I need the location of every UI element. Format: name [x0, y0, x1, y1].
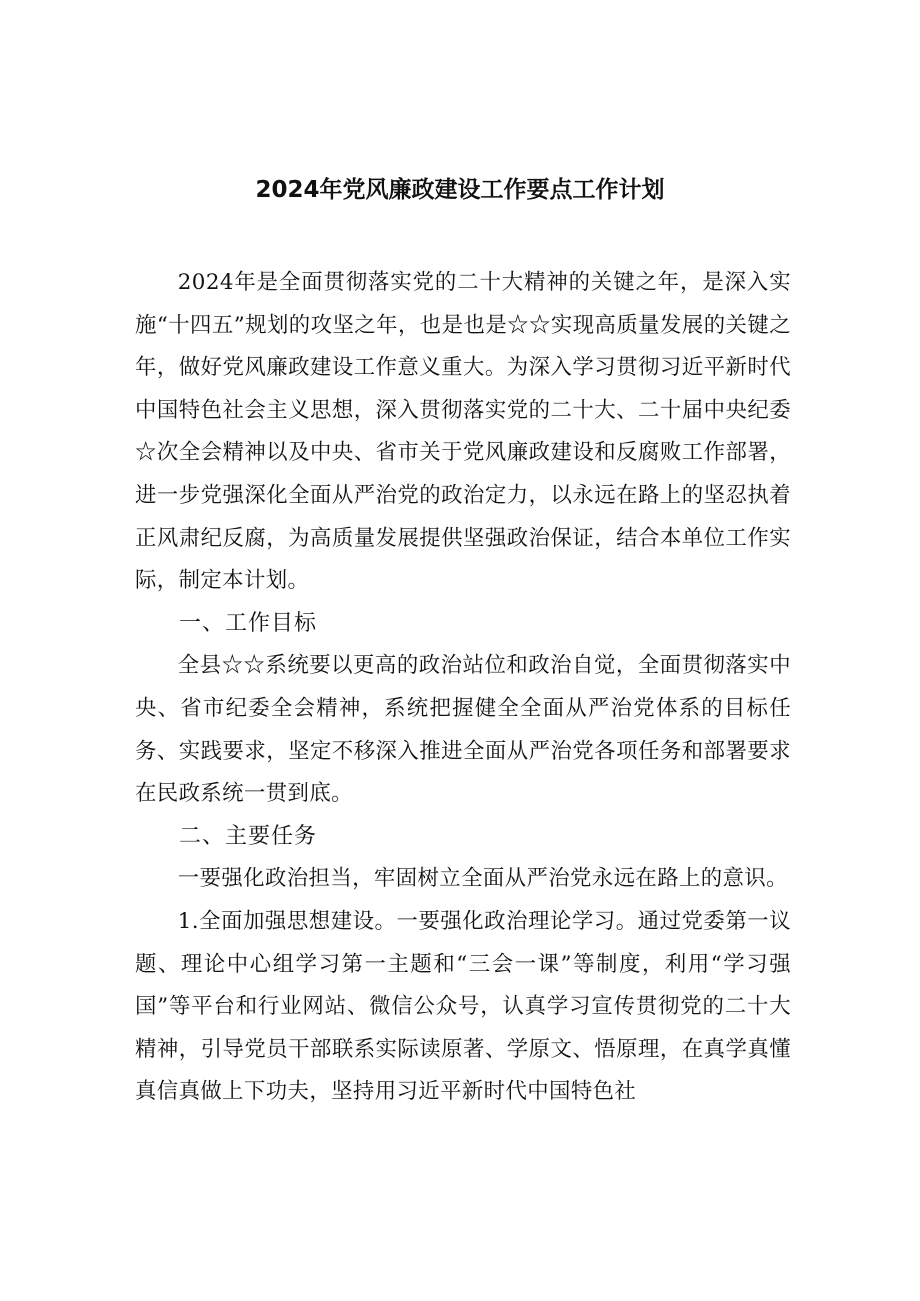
- tasks-paragraph-1: 一要强化政治担当，牢固树立全面从严治党永远在路上的意识。: [177, 866, 788, 892]
- section-heading-tasks: 二、主要任务: [179, 823, 318, 849]
- document-body: [135, 262, 791, 1114]
- document-title: 2024年党风廉政建设工作要点工作计划: [255, 177, 665, 203]
- goals-paragraph: 全县☆☆系统要以更高的政治站位和政治自觉，全面贯彻落实中央、省市纪委全会精神，系统把握健全全面从严治党体系的目标任务、实践要求，坚定不移深入推进全面从严治党各项任务和部署要求在民政系统一贯到底。: [135, 653, 791, 807]
- intro-paragraph: 2024年是全面贯彻落实党的二十大精神的关键之年，是深入实施“十四五”规划的攻坚之年，也是也是☆☆实现高质量发展的关键之年，做好党风廉政建设工作意义重大。为深入学习贯彻习近平新时代中国特色社会主义思想，深入贯彻落实党的二十大、二十届中央纪委☆次全会精神以及中央、省市关于党风廉政建设和反腐败工作部署，进一步党强深化全面从严治党的政治定力，以永远在路上的坚忍执着正风肃纪反腐，为高质量发展提供坚强政治保证，结合本单位工作实际，制定本计划。: [135, 270, 791, 594]
- section-heading-goals: 一、工作目标: [179, 610, 318, 636]
- tasks-paragraph-2: 1.全面加强思想建设。一要强化政治理论学习。通过党委第一议题、理论中心组学习第一主题和“三会一课”等制度，利用“学习强国”等平台和行业网站、微信公众号，认真学习宣传贯彻党的二十大精神，引导党员干部联系实际读原著、学原文、悟原理，在真学真懂真信真做上下功夫，坚持用习近平新时代中国特色社: [135, 908, 791, 1105]
